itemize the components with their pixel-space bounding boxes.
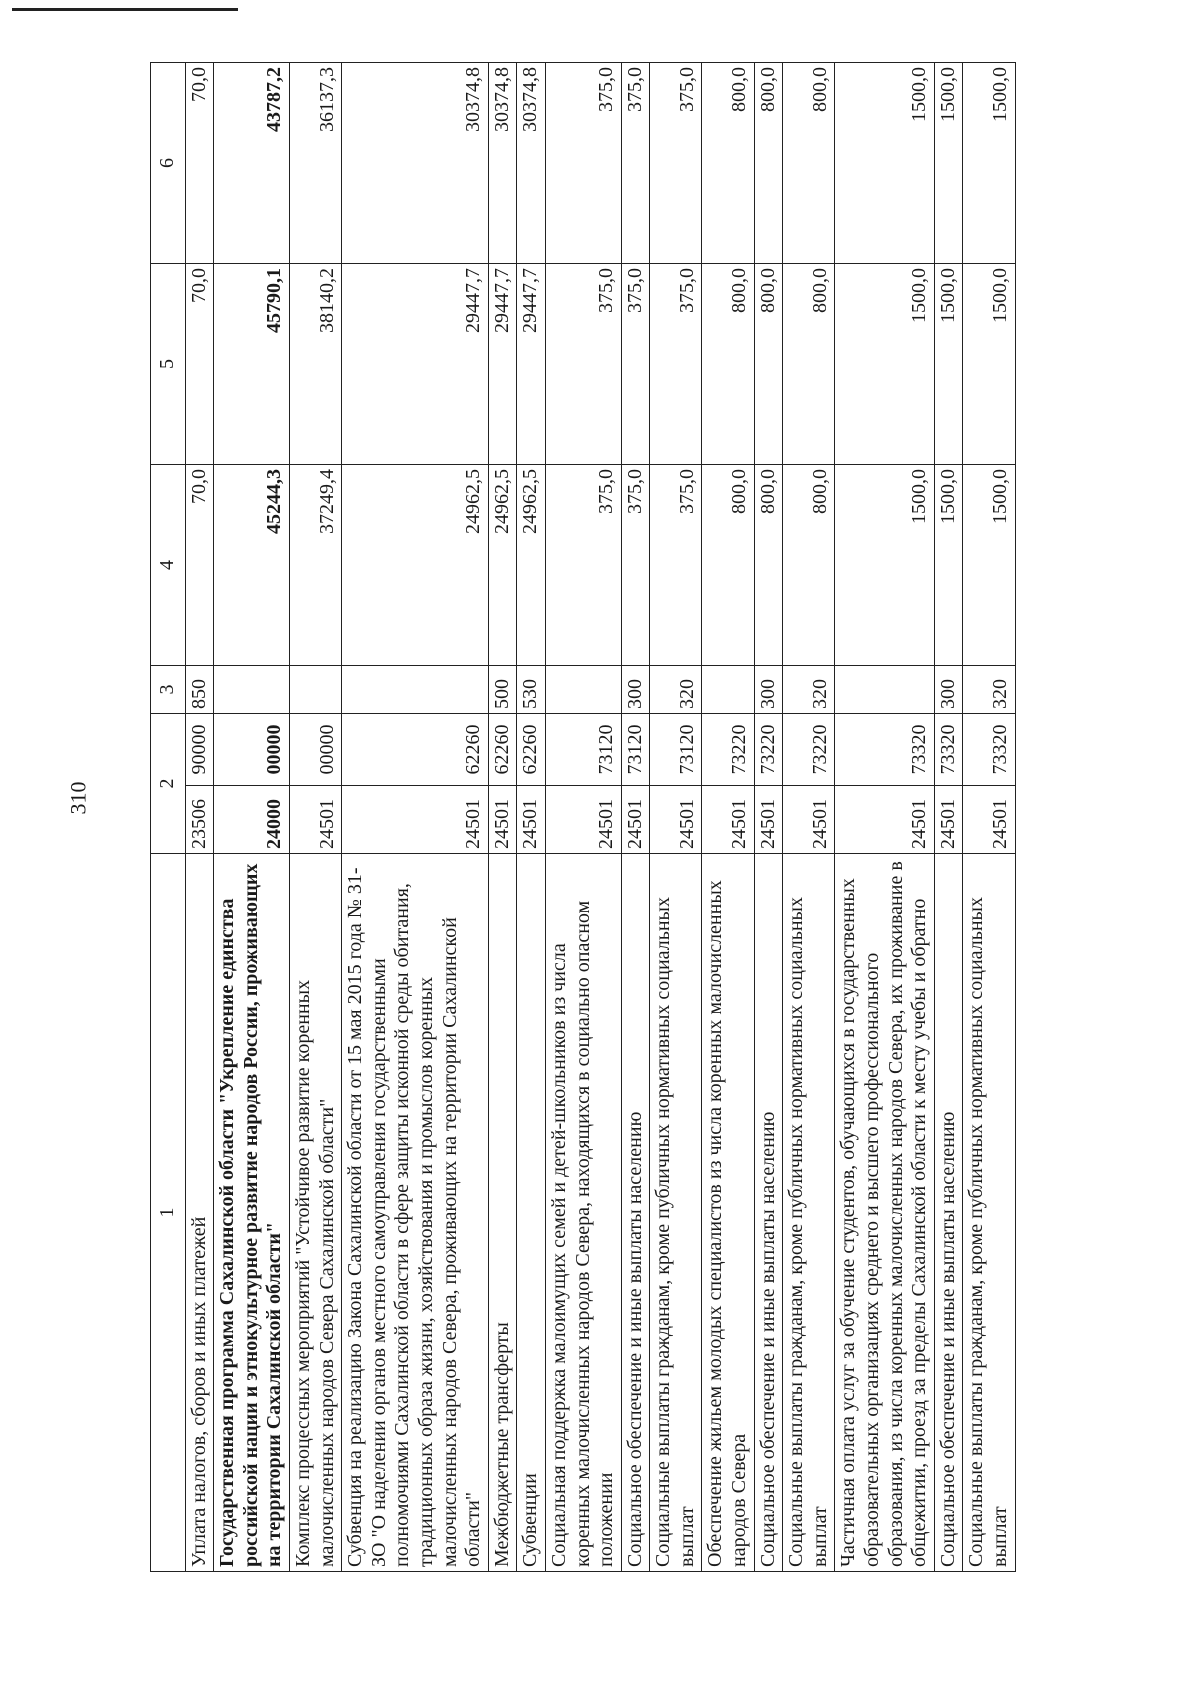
- amount-col6-cell: 375,0: [545, 63, 621, 264]
- amount-col4-cell: 800,0: [702, 465, 754, 666]
- table-row: [545, 63, 621, 1572]
- expense-type-cell: [214, 666, 290, 714]
- amount-col4-cell: 70,0: [185, 465, 214, 666]
- direction-code-cell: 73220: [754, 714, 783, 786]
- amount-col5-cell: 45790,1: [214, 264, 290, 465]
- budget-table: [150, 62, 1016, 1572]
- expense-type-cell: 320: [783, 666, 835, 714]
- amount-col6-cell: 1500,0: [835, 63, 934, 264]
- amount-col4-cell: 1500,0: [835, 465, 934, 666]
- header-cell: 3: [151, 666, 186, 714]
- expense-type-cell: 300: [621, 666, 650, 714]
- amount-col5-cell: 375,0: [621, 264, 650, 465]
- header-row: [151, 63, 186, 1572]
- header-cell: 4: [151, 465, 186, 666]
- expense-type-cell: [289, 666, 341, 714]
- row-name-cell: Социальные выплаты гражданам, кроме публичных нормативных социальных выплат: [650, 854, 702, 1572]
- amount-col4-cell: 24962,5: [517, 465, 546, 666]
- table-row: [835, 63, 934, 1572]
- amount-col6-cell: 43787,2: [214, 63, 290, 264]
- direction-code-cell: 73120: [545, 714, 621, 786]
- table-row: [342, 63, 489, 1572]
- amount-col6-cell: 30374,8: [342, 63, 489, 264]
- row-name-cell: Межбюджетные трансферты: [488, 854, 517, 1572]
- amount-col6-cell: 375,0: [621, 63, 650, 264]
- program-code-cell: 24501: [517, 786, 546, 854]
- expense-type-cell: [702, 666, 754, 714]
- amount-col6-cell: 375,0: [650, 63, 702, 264]
- row-name-cell: Уплата налогов, сборов и иных платежей: [185, 854, 214, 1572]
- expense-type-cell: 300: [934, 666, 963, 714]
- amount-col4-cell: 375,0: [545, 465, 621, 666]
- direction-code-cell: 73320: [934, 714, 963, 786]
- direction-code-cell: 73120: [621, 714, 650, 786]
- program-code-cell: 24501: [488, 786, 517, 854]
- program-code-cell: 24501: [342, 786, 489, 854]
- row-name-cell: Частичная оплата услуг за обучение студентов, обучающихся в государственных образовательных организациях среднего и высшего профессионального образования, из числа коренных малочисленных народов Севера, их проживание в общежитии, проезд за пределы Сахалинской области к месту учебы и обратно: [835, 854, 934, 1572]
- expense-type-cell: [342, 666, 489, 714]
- amount-col4-cell: 1500,0: [963, 465, 1015, 666]
- amount-col5-cell: 29447,7: [488, 264, 517, 465]
- row-name-cell: Субвенции: [517, 854, 546, 1572]
- program-code-cell: 24501: [835, 786, 934, 854]
- program-code-cell: 24501: [754, 786, 783, 854]
- expense-type-cell: 530: [517, 666, 546, 714]
- table-row: [963, 63, 1015, 1572]
- amount-col5-cell: 29447,7: [342, 264, 489, 465]
- table-row: [934, 63, 963, 1572]
- table-row: [289, 63, 341, 1572]
- amount-col6-cell: 1500,0: [963, 63, 1015, 264]
- direction-code-cell: 62260: [342, 714, 489, 786]
- direction-code-cell: 73220: [783, 714, 835, 786]
- row-name-cell: Комплекс процессных мероприятий "Устойчивое развитие коренных малочисленных народов Севера Сахалинской области": [289, 854, 341, 1572]
- direction-code-cell: 73120: [650, 714, 702, 786]
- header-cell: 5: [151, 264, 186, 465]
- amount-col5-cell: 800,0: [754, 264, 783, 465]
- amount-col6-cell: 30374,8: [488, 63, 517, 264]
- amount-col4-cell: 45244,3: [214, 465, 290, 666]
- amount-col6-cell: 800,0: [702, 63, 754, 264]
- page-number: 310: [65, 781, 91, 815]
- budget-sheet: [150, 62, 1085, 1572]
- row-name-cell: Обеспечение жильем молодых специалистов из числа коренных малочисленных народов Севера: [702, 854, 754, 1572]
- amount-col5-cell: 375,0: [545, 264, 621, 465]
- row-name-cell: Государственная программа Сахалинской области "Укрепление единства российской нации и этнокультурное развитие народов России, проживающих на территории Сахалинской области": [214, 854, 290, 1572]
- amount-col5-cell: 800,0: [783, 264, 835, 465]
- amount-col5-cell: 29447,7: [517, 264, 546, 465]
- amount-col4-cell: 800,0: [783, 465, 835, 666]
- amount-col6-cell: 36137,3: [289, 63, 341, 264]
- amount-col4-cell: 24962,5: [342, 465, 489, 666]
- program-code-cell: 24501: [289, 786, 341, 854]
- program-code-cell: 24501: [545, 786, 621, 854]
- amount-col6-cell: 30374,8: [517, 63, 546, 264]
- expense-type-cell: [835, 666, 934, 714]
- amount-col5-cell: 70,0: [185, 264, 214, 465]
- direction-code-cell: 73320: [835, 714, 934, 786]
- amount-col4-cell: 24962,5: [488, 465, 517, 666]
- header-cell: 2: [151, 714, 186, 854]
- header-cell: 1: [151, 854, 186, 1572]
- amount-col5-cell: 1500,0: [835, 264, 934, 465]
- direction-code-cell: 62260: [517, 714, 546, 786]
- program-code-cell: 24501: [783, 786, 835, 854]
- program-code-cell: 24501: [650, 786, 702, 854]
- amount-col5-cell: 375,0: [650, 264, 702, 465]
- row-name-cell: Социальные выплаты гражданам, кроме публичных нормативных социальных выплат: [963, 854, 1015, 1572]
- amount-col6-cell: 800,0: [754, 63, 783, 264]
- amount-col5-cell: 1500,0: [934, 264, 963, 465]
- table-row: [517, 63, 546, 1572]
- program-code-cell: 23506: [185, 786, 214, 854]
- expense-type-cell: 500: [488, 666, 517, 714]
- table-row: [702, 63, 754, 1572]
- amount-col4-cell: 37249,4: [289, 465, 341, 666]
- program-code-cell: 24501: [621, 786, 650, 854]
- direction-code-cell: 00000: [214, 714, 290, 786]
- amount-col4-cell: 375,0: [621, 465, 650, 666]
- expense-type-cell: 320: [650, 666, 702, 714]
- expense-type-cell: 320: [963, 666, 1015, 714]
- table-row: [488, 63, 517, 1572]
- table-row: [214, 63, 290, 1572]
- direction-code-cell: 73320: [963, 714, 1015, 786]
- row-name-cell: Субвенция на реализацию Закона Сахалинской области от 15 мая 2015 года № 31-ЗО "О наделении органов местного самоуправления государственными полномочиями Сахалинской области в сфере защиты исконной среды обитания, традиционных образа жизни, хозяйствования и промыслов коренных малочисленных народов Севера, проживающих на территории Сахалинской области": [342, 854, 489, 1572]
- amount-col5-cell: 1500,0: [963, 264, 1015, 465]
- row-name-cell: Социальные выплаты гражданам, кроме публичных нормативных социальных выплат: [783, 854, 835, 1572]
- table-row: [754, 63, 783, 1572]
- direction-code-cell: 73220: [702, 714, 754, 786]
- program-code-cell: 24501: [702, 786, 754, 854]
- amount-col6-cell: 800,0: [783, 63, 835, 264]
- amount-col4-cell: 375,0: [650, 465, 702, 666]
- direction-code-cell: 62260: [488, 714, 517, 786]
- amount-col5-cell: 38140,2: [289, 264, 341, 465]
- amount-col6-cell: 1500,0: [934, 63, 963, 264]
- table-row: [650, 63, 702, 1572]
- program-code-cell: 24501: [934, 786, 963, 854]
- amount-col4-cell: 800,0: [754, 465, 783, 666]
- row-name-cell: Социальное обеспечение и иные выплаты населению: [754, 854, 783, 1572]
- direction-code-cell: 00000: [289, 714, 341, 786]
- amount-col4-cell: 1500,0: [934, 465, 963, 666]
- table-row: [621, 63, 650, 1572]
- direction-code-cell: 90000: [185, 714, 214, 786]
- row-name-cell: Социальное обеспечение и иные выплаты населению: [934, 854, 963, 1572]
- row-name-cell: Социальная поддержка малоимущих семей и детей-школьников из числа коренных малочисленных народов Севера, находящихся в социально опасном положении: [545, 854, 621, 1572]
- program-code-cell: 24000: [214, 786, 290, 854]
- table-row: [185, 63, 214, 1572]
- expense-type-cell: 300: [754, 666, 783, 714]
- amount-col5-cell: 800,0: [702, 264, 754, 465]
- header-cell: 6: [151, 63, 186, 264]
- row-name-cell: Социальное обеспечение и иные выплаты населению: [621, 854, 650, 1572]
- expense-type-cell: [545, 666, 621, 714]
- header-rule: [12, 8, 238, 11]
- table-row: [783, 63, 835, 1572]
- program-code-cell: 24501: [963, 786, 1015, 854]
- expense-type-cell: 850: [185, 666, 214, 714]
- amount-col6-cell: 70,0: [185, 63, 214, 264]
